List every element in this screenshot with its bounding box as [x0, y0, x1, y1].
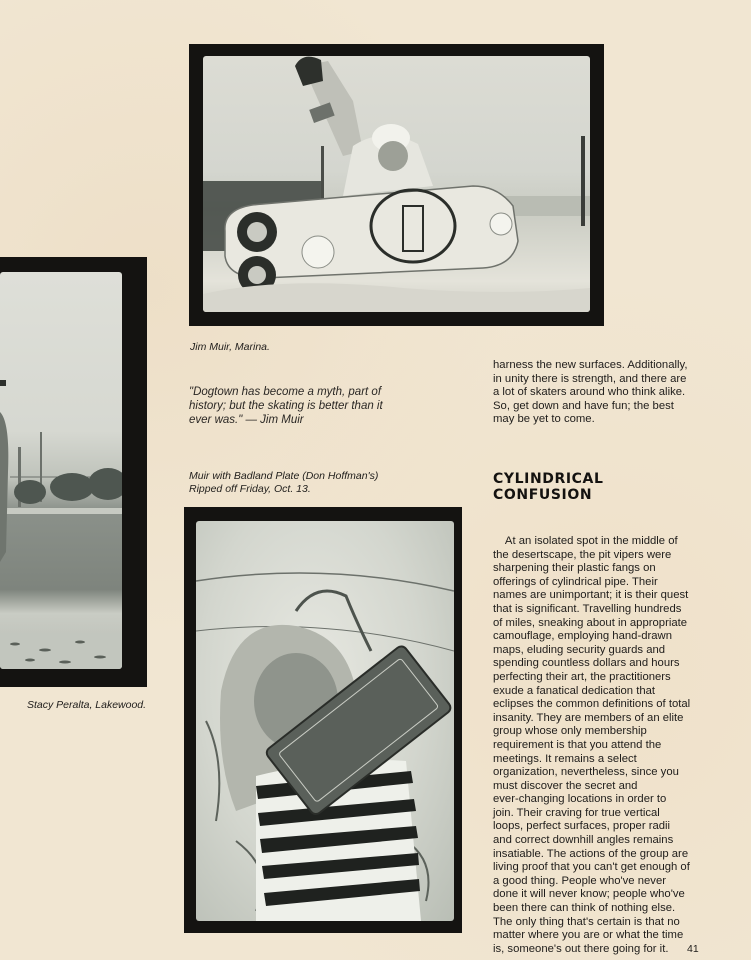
- pull-quote-line: "Dogtown has become a myth, part of: [189, 386, 382, 398]
- section-heading-line: CONFUSION: [493, 486, 593, 503]
- section-body-line: names are unimportant; it is their quest: [493, 589, 689, 602]
- section-body-line: At an isolated spot in the middle of: [493, 535, 678, 547]
- section-body-line: maps, eluding security guards and: [493, 643, 666, 656]
- section-body-line: that is significant. Travelling hundreds: [493, 602, 682, 615]
- section-body-line: offerings of cylindrical pipe. Their: [493, 575, 658, 588]
- section-body-line: done it will never know; people who've: [493, 888, 685, 901]
- photo-stacy-peralta: [0, 272, 122, 669]
- section-body-line: exude a fanatical dedication that: [493, 684, 656, 697]
- photo-badland-plate-caption: [189, 470, 378, 496]
- pull-quote-line: ever was." — Jim Muir: [189, 414, 304, 426]
- section-body-line: requirement is that you attend the: [493, 738, 662, 751]
- caption-line: Muir with Badland Plate (Don Hoffman's): [189, 470, 379, 482]
- section-body-line: spending countless dollars and hours: [493, 657, 680, 670]
- article-line: a lot of skaters around who think alike.: [493, 386, 686, 399]
- section-body-line: organization, nevertheless, since you: [493, 766, 679, 779]
- section-body-line: been there can think of nothing else.: [493, 902, 676, 915]
- page-number: 41: [687, 943, 699, 955]
- photo-jim-muir-frame: [189, 44, 604, 326]
- section-body-line: matter where you are or what the time: [493, 929, 684, 942]
- photo-badland-plate-illustration: [196, 521, 454, 921]
- section-body-line: the desertscape, the pit vipers were: [493, 548, 672, 561]
- section-body: [493, 535, 690, 956]
- section-body-line: must discover the secret and: [493, 779, 638, 792]
- section-body-line: perfecting their art, the practitioners: [493, 670, 671, 683]
- section-body-line: camouflage, employing hand-drawn: [493, 630, 672, 643]
- section-body-line: of miles, sneaking about in appropriate: [493, 616, 688, 629]
- photo-badland-plate-frame: [184, 507, 462, 933]
- article-line: may be yet to come.: [493, 413, 595, 426]
- section-body-line: living proof that you can't get enough of: [493, 861, 690, 874]
- section-body-line: a good thing. People who've never: [493, 874, 666, 887]
- article-line: harness the new surfaces. Additionally,: [493, 359, 688, 371]
- photo-stacy-peralta-caption: Stacy Peralta, Lakewood.: [27, 699, 147, 711]
- section-heading: [493, 472, 604, 503]
- article-line: So, get down and have fun; the best: [493, 399, 674, 412]
- section-body-line: and correct downhill angles remains: [493, 834, 674, 847]
- caption-line: Ripped off Friday, Oct. 13.: [189, 483, 311, 495]
- pull-quote-line: history; but the skating is better than it: [189, 400, 383, 412]
- section-body-line: The only thing that's certain is that no: [493, 915, 680, 928]
- section-body-line: eclipses the common definitions of total: [493, 698, 691, 711]
- section-body-line: insatiable. The actions of the group are: [493, 847, 689, 860]
- photo-stacy-peralta-illustration: [0, 272, 122, 669]
- section-heading-line: CYLINDRICAL: [493, 471, 604, 487]
- section-body-line: group whose only membership: [493, 725, 647, 738]
- section-body-line: sharpening their plastic fangs on: [493, 562, 656, 575]
- article-line: in unity there is strength, and there are: [493, 372, 687, 385]
- pull-quote: [189, 385, 383, 427]
- photo-jim-muir-caption: Jim Muir, Marina.: [190, 341, 270, 353]
- section-body-line: is, someone's out there going for it.: [493, 942, 669, 955]
- photo-stacy-peralta-frame: [0, 257, 147, 687]
- photo-jim-muir: [203, 56, 590, 312]
- photo-jim-muir-illustration: [203, 56, 590, 312]
- section-body-line: meetings. It remains a select: [493, 752, 637, 765]
- section-body-line: loops, perfect surfaces, proper radii: [493, 820, 671, 833]
- photo-badland-plate: [196, 521, 454, 921]
- section-body-line: join. Their craving for true vertical: [493, 806, 660, 819]
- section-body-line: ever-changing locations in order to: [493, 793, 667, 806]
- article-continued: [493, 359, 687, 427]
- section-body-line: insanity. They are members of an elite: [493, 711, 684, 724]
